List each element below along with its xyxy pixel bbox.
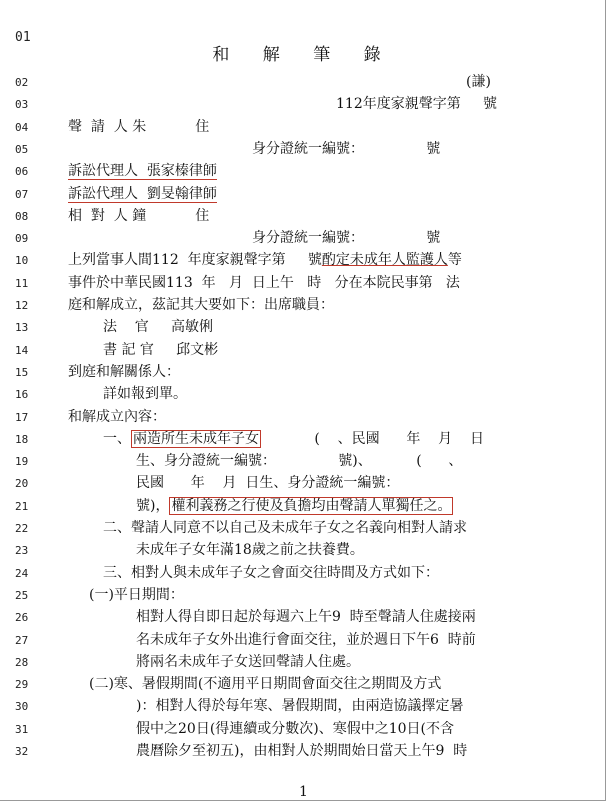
document-line: 112年度家親聲字第 號: [336, 96, 497, 113]
line-number: 32: [15, 745, 29, 758]
line-number: 31: [15, 722, 29, 736]
line-number: 27: [15, 633, 29, 647]
document-line: 一、 兩造所生未成年子女 ( 、民國 年 月 日: [103, 430, 484, 447]
document-line: 生、身分證統一編號： 號)、 ( 、: [136, 453, 463, 470]
highlighted-text: 訴訟代理人 張家榛律師: [68, 163, 217, 180]
line-number: 23: [15, 544, 29, 558]
document-line: 將兩名未成年子女送回聲請人住處。: [136, 653, 360, 670]
line-number: 13: [15, 321, 29, 335]
line-number: 20: [15, 477, 29, 491]
document-line: 身分證統一編號： 號: [252, 230, 441, 247]
document-line: 相對人得自即日起於每週六上午9 時至聲請人住處接兩: [136, 609, 476, 626]
document-line: 假中之20日(得連續或分數次)、寒假中之10日(不含: [136, 720, 455, 737]
line-number: 03: [15, 98, 29, 112]
document-line: 身分證統一編號： 號: [252, 140, 441, 157]
line-number: 04: [15, 120, 29, 134]
document-line: 民國 年 月 日生、身分證統一編號：: [136, 475, 400, 492]
document-line: 農曆除夕至初五)，由相對人於期間始日當天上午9 時: [136, 743, 468, 759]
line-number: 29: [15, 678, 29, 692]
document-line: [68, 163, 217, 179]
line-number: 19: [15, 455, 29, 469]
document-line: (二)寒、暑假期間(不適用平日期間會面交往之期間及方式: [89, 676, 442, 693]
line-number: 14: [15, 343, 29, 357]
line-number: 09: [15, 232, 29, 246]
document-line: 上列當事人間112 年度家親聲字第 號酌定未成年人監護人等: [68, 252, 462, 269]
line-number: 15: [15, 365, 29, 379]
line-number: 05: [15, 142, 29, 156]
document-line: 和解成立內容：: [68, 408, 166, 425]
line-number: 24: [15, 566, 29, 580]
document-line: (一)平日期間：: [89, 586, 184, 603]
line-number: 16: [15, 388, 29, 402]
document-line: 法 官 高敏俐: [103, 319, 214, 336]
document-line: 書 記 官 邱文彬: [103, 341, 219, 358]
line-number: 21: [15, 499, 29, 513]
page-number: 1: [299, 784, 308, 800]
document-line: 事件於中華民國113 年 月 日上午 時 分在本院民事第 法: [68, 274, 460, 291]
document-line: [68, 186, 217, 202]
line-number: 06: [15, 165, 29, 179]
document-line: 未成年子女年滿18歲之前之扶養費。: [136, 542, 364, 559]
line-number: 18: [15, 432, 29, 446]
highlighted-text: 兩造所生未成年子女: [133, 430, 259, 447]
document-line: 三、相對人與未成年子女之會面交往時間及方式如下：: [103, 564, 439, 581]
line-number: 25: [15, 588, 29, 602]
document-line: 聲 請 人 朱 住: [68, 118, 210, 135]
line-number: 22: [15, 522, 29, 535]
highlighted-text: 酌定未成年人監護人: [321, 252, 448, 269]
document-line: 名未成年子女外出進行會面交往，並於週日下午6 時前: [136, 631, 476, 648]
line-number: 10: [15, 254, 29, 268]
line-number: 08: [15, 209, 29, 223]
document-line: 相 對 人 鐘 住: [68, 207, 210, 224]
line-number: 30: [15, 700, 29, 714]
line-number: 26: [15, 611, 29, 625]
line-number: 07: [15, 187, 29, 201]
highlighted-text: 權利義務之行使及負擔均由聲請人單獨任之。: [171, 497, 452, 514]
document-line: 詳如報到單。: [103, 386, 187, 403]
document-line: 庭和解成立，茲記其大要如下：出席職員：: [68, 297, 334, 313]
line-number: 12: [15, 299, 29, 312]
line-number: 01: [15, 30, 31, 45]
document-title: 和 解 筆 錄: [212, 45, 395, 65]
line-number: 17: [15, 410, 29, 424]
line-number: 11: [15, 276, 29, 290]
line-number: 28: [15, 655, 29, 669]
document-line: )：相對人得於每年寒、暑假期間，由兩造協議擇定暑: [136, 698, 464, 715]
line-number: 02: [15, 76, 29, 89]
document-line: 到庭和解關係人：: [68, 363, 180, 380]
document-line: 號)， 權利義務之行使及負擔均由聲請人單獨任之。: [136, 497, 452, 514]
document-line: (謙): [466, 74, 491, 90]
highlighted-text: 訴訟代理人 劉旻翰律師: [68, 185, 217, 202]
document-line: 二、聲請人同意不以自己及未成年子女之名義向相對人請求: [103, 520, 467, 536]
